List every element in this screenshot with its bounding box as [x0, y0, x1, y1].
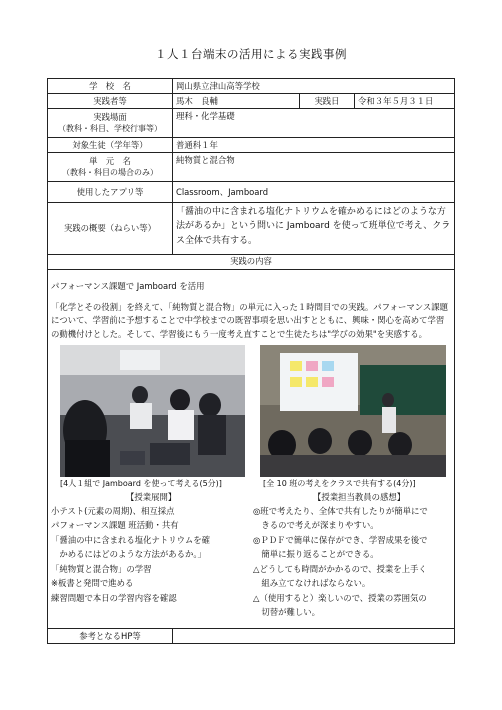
- flow-item: 「醤油の中に含まれる塩化ナトリウムを確: [51, 534, 211, 545]
- reference-label: 参考となるHP等: [48, 629, 173, 643]
- impression-item: ◎班で考えたり、全体で共有したりが簡単にで: [253, 506, 428, 516]
- flow-item: 「純物質と混合物」の学習: [51, 563, 152, 574]
- impression-item: △（使用すると）楽しいので、授業の雰囲気の: [253, 592, 427, 603]
- impression-item: △どうしても時間がかかるので、授業を上手く: [253, 563, 427, 574]
- row-target: [48, 137, 454, 152]
- date-value: 令和３年５月３１日: [358, 96, 434, 106]
- row-school: [48, 79, 454, 93]
- row-practitioner: [48, 93, 454, 108]
- details-header: 実践の内容: [48, 254, 454, 269]
- apps-value: Classroom、Jamboard: [176, 186, 269, 197]
- intro-paragraph: 「化学とその役割」を終えて、「純物質と混合物」の単元に入った１時間目での実践。パフォーマンス課題について、学習前に予想することで中学校までの既習事項を思い出すとともに、興味・関心を高めて学習の動機付けとした。そして、学習後にもう一度考え直すことで生徒たちは"学びの効果"を実感する。: [51, 301, 448, 339]
- practitioner-label: 実践者等: [48, 94, 173, 108]
- flow-item: 練習問題で本日の学習内容を確認: [51, 592, 177, 603]
- unit-label-cell: [48, 153, 173, 181]
- practice-record-table: [47, 78, 455, 644]
- caption-left: [4人１組で Jamboard を使って考える(5分)]: [60, 479, 222, 488]
- flow-item: パフォーマンス課題 班活動・共有: [51, 520, 179, 531]
- row-unit: [48, 152, 454, 181]
- impressions-list: [253, 504, 453, 620]
- target-value: 普通科１年: [176, 140, 218, 150]
- row-overview: [48, 202, 454, 254]
- content-area: [48, 269, 454, 628]
- reference-value: [173, 629, 454, 643]
- impression-item: 切替が難しい。: [253, 607, 320, 618]
- flow-item: ※板書と発問で進める: [51, 578, 134, 589]
- caption-right: [全 10 班の考えをクラスで共有する(4分)]: [263, 479, 416, 488]
- impressions-title: 【授業担当教員の感想】: [313, 492, 406, 502]
- scene-value: 理科・化学基礎: [176, 111, 235, 121]
- target-label: 対象生徒（学年等）: [48, 138, 173, 152]
- apps-label: 使用したアプリ等: [48, 182, 173, 202]
- unit-label: 単 元 名: [89, 156, 131, 167]
- impression-item: きるので考えが深まりやすい。: [253, 520, 379, 531]
- flow-item: かめるにはどのような方法があるか。」: [51, 549, 206, 560]
- page-title: １人１台端末の活用による実践事例: [155, 47, 347, 61]
- unit-value: 純物質と混合物: [176, 155, 235, 165]
- classroom-photo-sharing: [260, 345, 446, 477]
- scene-label-cell: [48, 109, 173, 137]
- row-apps: [48, 181, 454, 202]
- impression-item: ◎ＰＤＦで簡単に保存ができ、学習成果を後で: [253, 534, 428, 545]
- scene-label: 実践場面: [93, 112, 127, 123]
- classroom-photo-group-work: [60, 345, 245, 477]
- date-label: 実践日: [300, 94, 355, 108]
- impression-item: 組み立てなければならない。: [253, 578, 371, 589]
- flow-item: 小テスト(元素の周期)、相互採点: [51, 506, 175, 516]
- flow-list: [51, 504, 251, 605]
- flow-title: 【授業展開】: [126, 492, 177, 502]
- school-value: 岡山県立津山高等学校: [176, 81, 260, 91]
- unit-label-sub: （教科・科目の場合のみ）: [62, 168, 158, 178]
- row-reference: [48, 628, 454, 643]
- row-scene: [48, 108, 454, 137]
- overview-value: 「醤油の中に含まれる塩化ナトリウムを確かめるにはどのような方法があるか」という問いに Jamboard を使って班単位で考え、クラス全体で共有する。: [176, 207, 451, 246]
- school-label: 学 校 名: [48, 79, 173, 93]
- scene-label-sub: （教科・科目、学校行事等）: [58, 124, 162, 134]
- intro-line: パフォーマンス課題で Jamboard を活用: [51, 281, 205, 292]
- practitioner-value: 馬木 良輔: [173, 94, 300, 108]
- overview-label: 実践の概要（ねらい等）: [48, 203, 173, 254]
- impression-item: 簡単に振り返ることができる。: [253, 549, 379, 560]
